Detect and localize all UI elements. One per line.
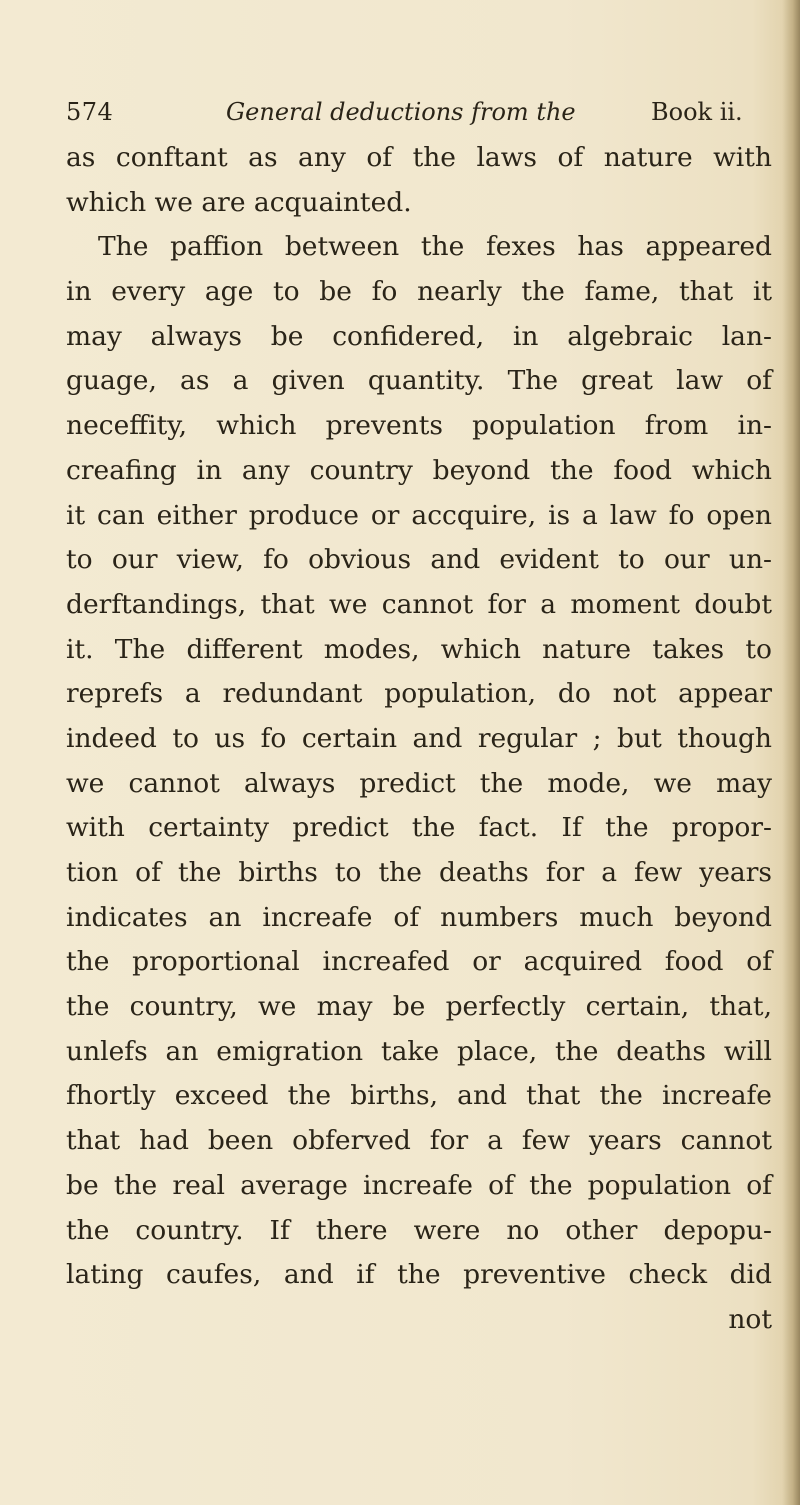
- text-line: that had been obferved for a few years cannot: [66, 1125, 772, 1157]
- text-line: reprefs a redundant population, do not appear: [66, 678, 772, 710]
- text-line: to our view, fo obvious and evident to our un-: [66, 544, 772, 576]
- text-line: creafing in any country beyond the food which: [66, 454, 772, 486]
- text-line: in every age to be fo nearly the fame, that it: [66, 276, 772, 308]
- text-line: guage, as a given quantity. The great law of: [66, 365, 772, 397]
- text-line: lating caufes, and if the preventive check did: [66, 1259, 772, 1291]
- text-line: be the real average increafe of the population of: [66, 1169, 772, 1201]
- body-text: [66, 136, 772, 1343]
- text-line: with certainty predict the fact. If the propor-: [66, 812, 772, 844]
- text-line: it can either produce or accquire, is a law fo open: [66, 499, 772, 531]
- text-line: indeed to us fo certain and regular ; but though: [66, 722, 772, 754]
- text-line: which we are acquainted.: [66, 186, 412, 218]
- text-line: The paffion between the fexes has appeared: [98, 231, 772, 263]
- text-line: fhortly exceed the births, and that the increafe: [66, 1080, 772, 1112]
- text-line: derftandings, that we cannot for a moment doubt: [66, 588, 772, 620]
- text-line: it. The different modes, which nature takes to: [66, 633, 772, 665]
- text-line: unlefs an emigration take place, the deaths will: [66, 1035, 772, 1067]
- page-header: [66, 96, 772, 136]
- text-line: tion of the births to the deaths for a few years: [66, 857, 772, 888]
- running-head: General deductions from the: [226, 98, 576, 126]
- text-line: we cannot always predict the mode, we may: [66, 767, 772, 799]
- text-line: the proportional increafed or acquired food of: [66, 946, 772, 978]
- text-line: neceffity, which prevents population from in-: [66, 410, 772, 442]
- text-line: the country. If there were no other depopu-: [66, 1214, 772, 1246]
- catchword: not: [728, 1303, 772, 1335]
- page-edge-shadow: [782, 0, 800, 1505]
- text-line: may always be confidered, in algebraic lan-: [66, 320, 772, 352]
- text-line: indicates an increafe of numbers much beyond: [66, 901, 772, 933]
- page-number: 574: [66, 98, 114, 126]
- book-reference: Book ii.: [651, 98, 743, 126]
- text-line: the country, we may be perfectly certain, that,: [66, 991, 772, 1023]
- text-line: as conftant as any of the laws of nature with: [66, 142, 772, 173]
